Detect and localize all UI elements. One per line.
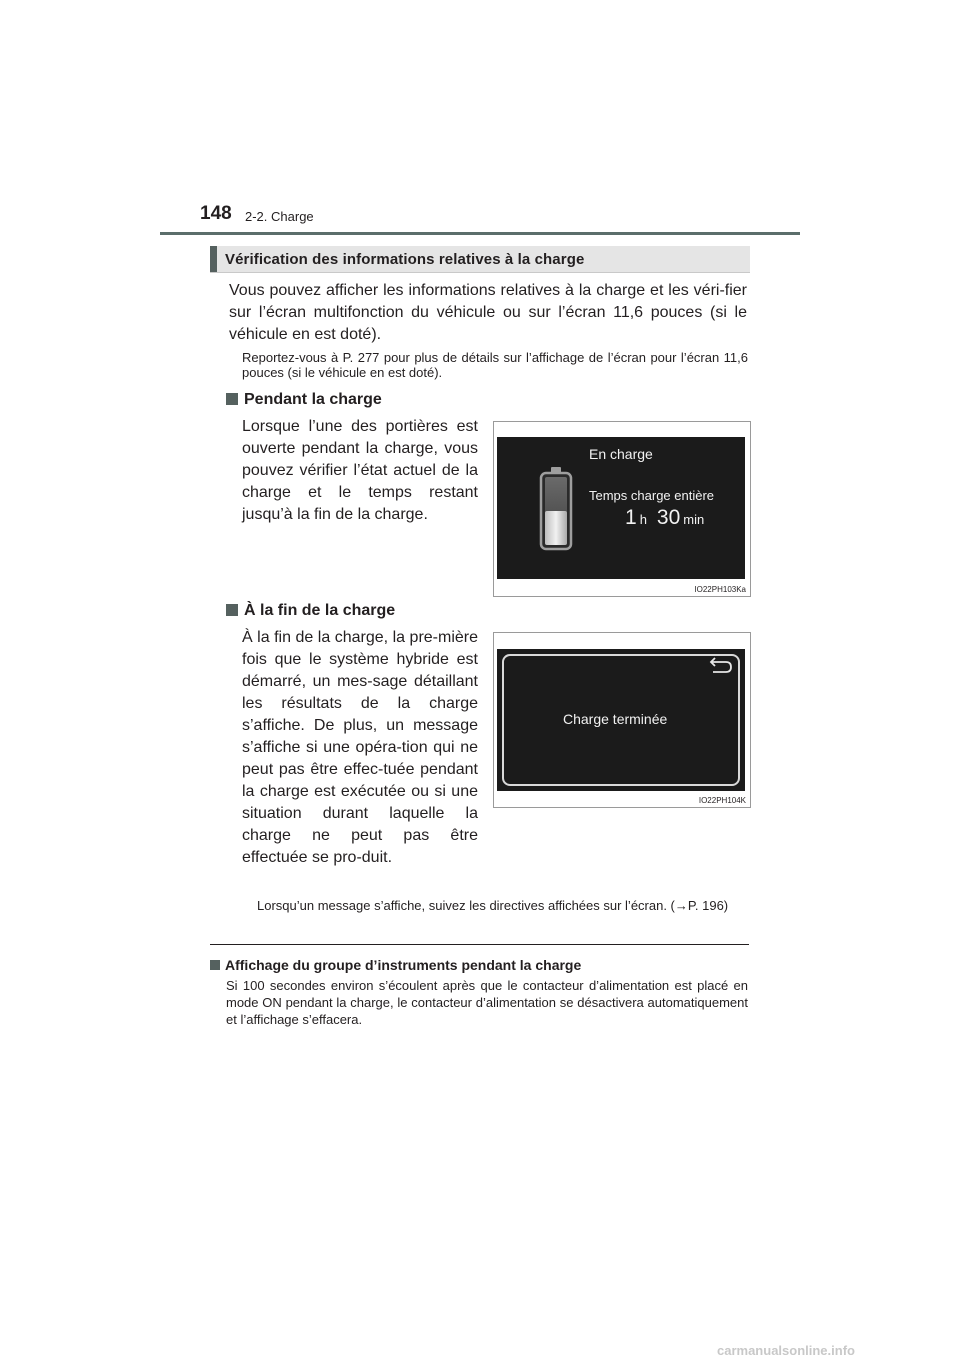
minutes-unit: min — [683, 512, 705, 527]
divider — [210, 944, 749, 945]
hours-unit: h — [639, 512, 647, 527]
section-reference: 2-2. Charge — [245, 209, 314, 224]
cluster-paragraph: Si 100 secondes environ s’écoulent après que le contacteur d’alimentation est placé en mode ON pendant la charge, le contacteur d’alimentation se désactivera automatiquement et l’affichage s’effacera. — [226, 978, 748, 1027]
full-charge-time-label: Temps charge entière — [589, 488, 715, 503]
cluster-heading — [210, 957, 581, 973]
section-heading — [210, 246, 750, 273]
charge-complete-message: Charge terminée — [563, 711, 668, 727]
end-charge-paragraph: À la fin de la charge, la pre-mière fois que le système hybride est démarré, un mes-sage détaillant les résultats de la charge s’affiche. De plus, un message s’affiche si une opéra-tion qui ne peut pas être effec-tuée pendant la charge est exécutée ou si une situation durant laquelle la charge ne peut pas être effectuée se pro-duit. — [242, 629, 478, 866]
charging-display — [497, 437, 745, 579]
battery-icon — [541, 467, 571, 549]
charge-complete-figure — [493, 632, 751, 808]
remaining-minutes: 30 — [656, 506, 681, 529]
intro-note: Reportez-vous à P. 277 pour plus de détails sur l’affichage de l’écran pour l’écran 11,6 pouces (si le véhicule en est doté). — [242, 350, 748, 380]
remaining-time — [625, 506, 704, 530]
during-charge-heading-text: Pendant la charge — [244, 391, 382, 408]
during-charge-paragraph: Lorsque l’une des portières est ouverte pendant la charge, vous pouvez vérifier l’état actuel de la charge et le temps restant jusqu’à la fin de la charge. — [242, 418, 478, 523]
page-number: 148 — [200, 203, 232, 224]
figure-code: IO22PH103Ka — [694, 585, 746, 594]
intro-paragraph: Vous pouvez afficher les informations relatives à la charge et les véri-fier sur l’écran multifonction du véhicule ou sur l’écran 11,6 pouces (si le véhicule en est doté). — [229, 282, 747, 343]
remaining-hours: 1 — [625, 506, 637, 529]
heading-bar — [210, 246, 217, 272]
during-charge-heading — [226, 391, 382, 409]
charging-title: En charge — [589, 446, 653, 462]
message-note: Lorsqu’un message s’affiche, suivez les directives affichées sur l’écran. (→P. 196) — [257, 898, 729, 913]
square-bullet-icon — [226, 393, 238, 405]
square-bullet-icon — [226, 604, 238, 616]
header-rule — [160, 232, 800, 235]
figure-code: IO22PH104K — [698, 796, 746, 805]
square-bullet-icon — [210, 960, 220, 970]
end-charge-heading — [226, 602, 395, 620]
charge-complete-display — [497, 649, 745, 791]
cluster-heading-text: Affichage du groupe d’instruments pendant la charge — [225, 957, 582, 973]
end-charge-heading-text: À la fin de la charge — [244, 602, 396, 619]
back-arrow-icon — [711, 658, 731, 672]
section-title: Vérification des informations relatives à la charge — [225, 251, 585, 268]
watermark: carmanualsonline.info — [717, 1343, 855, 1358]
charging-screen-figure — [493, 421, 751, 597]
